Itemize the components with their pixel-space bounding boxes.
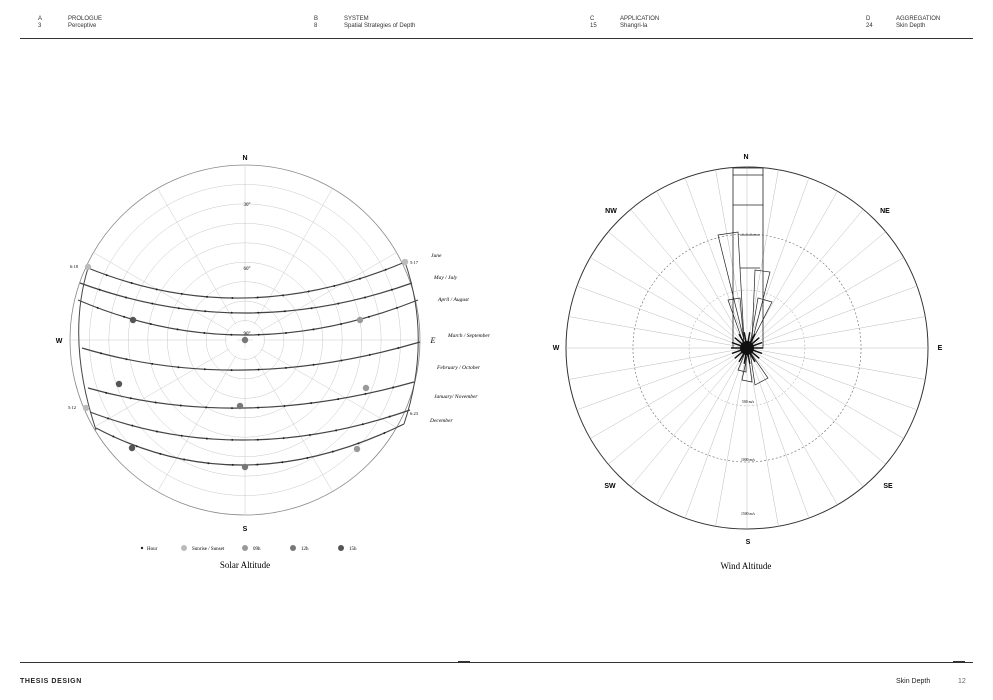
nav-title: AGGREGATION (896, 16, 941, 22)
legend-15h-label: 15h (349, 547, 357, 552)
wind-direction-line (747, 348, 917, 410)
nav-title: APPLICATION (620, 16, 660, 22)
time-label-west-december: 5:12 (68, 405, 77, 410)
legend-hour-label: Hour (147, 547, 158, 552)
month-label-march-september: March / September (448, 333, 490, 339)
footer-section: Skin Depth (896, 678, 931, 685)
altitude-label-90: 90° (243, 332, 251, 337)
nav-title: SYSTEM (344, 16, 369, 22)
nav-letter: C (590, 16, 595, 22)
solar-east-label: E (430, 336, 436, 345)
wind-south-label: S (745, 539, 751, 546)
time-label-east-june: 5:17 (410, 260, 419, 265)
wind-direction-line (747, 232, 886, 348)
solar-caption: Solar Altitude (219, 560, 271, 570)
wind-northeast-label: NE (880, 208, 890, 215)
nav-subtitle: Shangri-la (620, 23, 648, 29)
wind-direction-line (747, 178, 809, 348)
legend-09h-label: 09h (253, 547, 261, 552)
month-label-january-november: January/ November (434, 394, 478, 400)
wind-bars (718, 168, 772, 385)
wind-direction-line (747, 348, 863, 487)
solar-south-label: S (242, 526, 248, 533)
nav-subtitle: Spatial Strategies of Depth (344, 23, 416, 29)
wind-direction-line (747, 348, 809, 518)
nav-title: PROLOGUE (68, 16, 103, 22)
wind-direction-line (577, 348, 747, 410)
footer-title: THESIS DESIGN (20, 678, 82, 685)
altitude-label-30: 30° (243, 203, 251, 208)
month-label-december: December (430, 418, 453, 424)
nav-page-number: 24 (866, 23, 873, 29)
nav-letter: B (314, 16, 319, 22)
nav-letter: D (866, 16, 871, 22)
wind-direction-line (685, 348, 747, 518)
wind-east-label: E (937, 345, 943, 352)
altitude-label-60: 60° (243, 267, 251, 272)
time-label-east-december: 6:23 (410, 411, 419, 416)
wind-direction-line (747, 286, 917, 348)
wind-ring-label-1500: 1500 m/s (740, 512, 756, 516)
wind-north-label: N (743, 154, 749, 161)
wind-west-label: W (552, 345, 560, 352)
wind-direction-line (577, 286, 747, 348)
wind-caption: Wind Altitude (720, 561, 772, 571)
wind-direction-line (631, 209, 747, 348)
time-label-west-june: 6:18 (70, 264, 79, 269)
wind-direction-line (631, 348, 747, 487)
legend-12h-label: 12h (301, 547, 309, 552)
nav-letter: A (38, 16, 43, 22)
month-label-april-august: April / August (438, 297, 469, 303)
page-number: 12 (958, 678, 966, 685)
month-label-may-july: May / July (434, 275, 458, 281)
nav-subtitle: Skin Depth (896, 23, 926, 29)
nav-page-number: 3 (38, 23, 42, 29)
wind-northwest-label: NW (605, 208, 617, 215)
wind-bar (733, 168, 763, 348)
nav-subtitle: Perceptive (68, 23, 97, 29)
wind-ring-label-500: 500 m/s (741, 400, 755, 404)
wind-direction-line (685, 178, 747, 348)
wind-southwest-label: SW (604, 483, 616, 490)
nav-page-number: 8 (314, 23, 318, 29)
legend-sunrise-label: Sunrise / Sunset (192, 547, 225, 552)
bottom-divider-marker (458, 661, 470, 663)
nav-page-number: 15 (590, 23, 597, 29)
bottom-divider-marker (953, 661, 965, 663)
wind-southeast-label: SE (883, 483, 893, 490)
wind-direction-line (608, 348, 747, 464)
wind-bar (718, 232, 744, 340)
wind-ring-label-1000: 1000 m/s (740, 458, 756, 462)
wind-direction-line (747, 209, 863, 348)
month-label-june: June (431, 253, 442, 259)
wind-direction-line (608, 232, 747, 348)
month-label-february-october: February / October (437, 365, 481, 371)
wind-direction-line (747, 348, 886, 464)
solar-north-label: N (242, 155, 248, 162)
solar-west-label: W (55, 338, 63, 345)
bottom-divider (20, 662, 973, 663)
